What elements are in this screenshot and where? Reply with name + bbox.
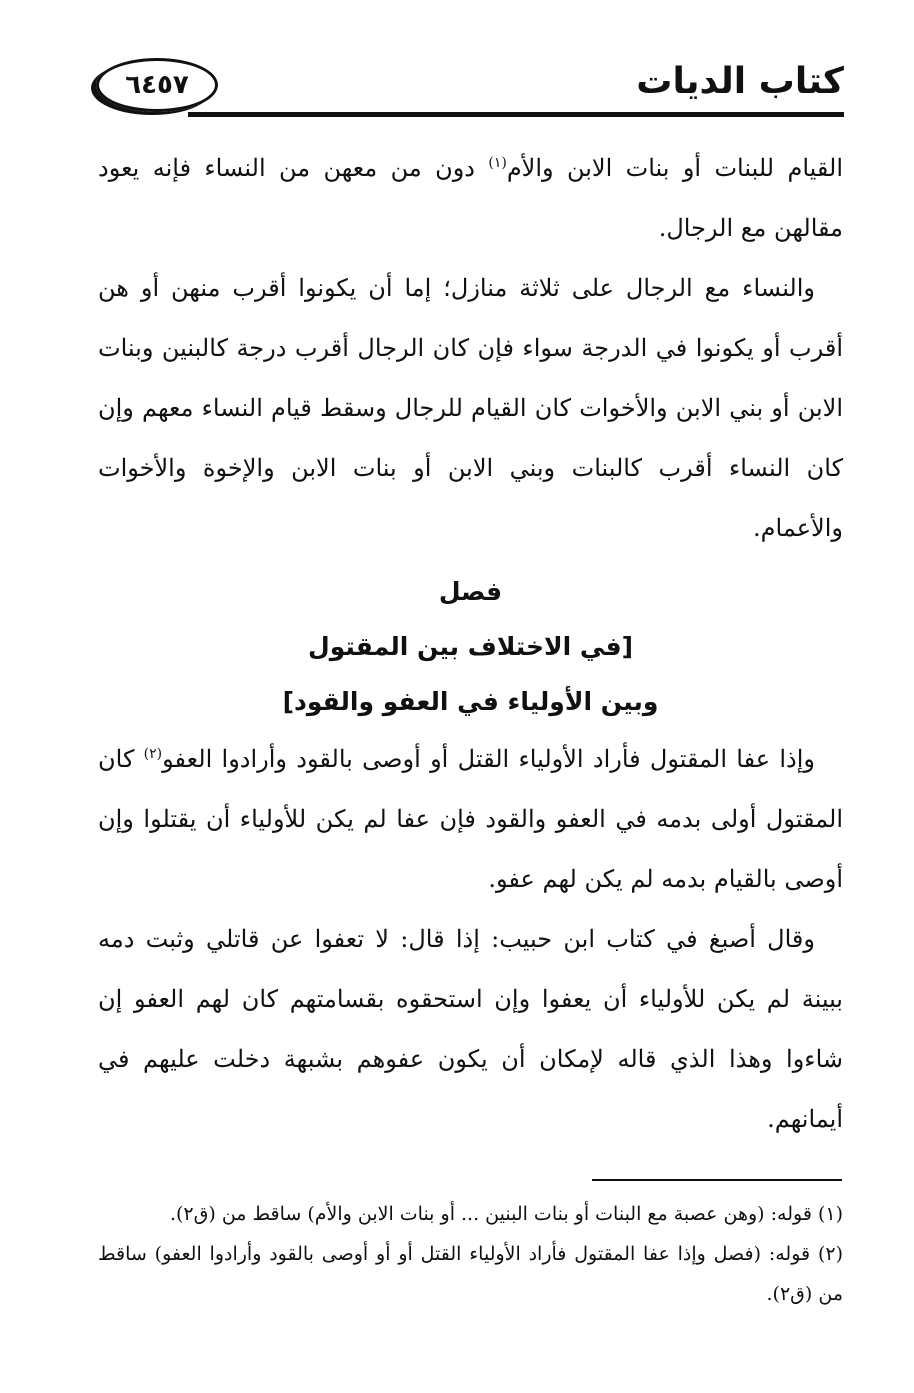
- footnote-ref-1: (١): [488, 155, 507, 171]
- page-number-badge: [96, 58, 218, 112]
- paragraph-1-text-a: القيام للبنات أو بنات الابن والأم: [506, 154, 843, 182]
- header-rule: [188, 112, 844, 117]
- paragraph-4: وقال أصبغ في كتاب ابن حبيب: إذا قال: لا تعفوا عن قاتلي وثبت دمه ببينة لم يكن للأولياء أن يعفوا وإن استحقوه بقسامتهم كان لهم العفو إن شاءوا وهذا الذي قاله لإمكان أن يكون عفوهم بشبهة دخلت عليهم في أيمانهم.: [98, 925, 843, 1133]
- paragraph-3-text-b: كان المقتول أولى بدمه في العفو والقود فإن عفا لم يكن للأولياء أن يقتلوا وإن أوصى بالقيام بدمه لم يكن لهم عفو.: [98, 745, 843, 893]
- page-header: [92, 52, 844, 122]
- paragraph-1-text-b: دون من معهن من النساء فإنه يعود مقالهن مع الرجال.: [98, 154, 843, 242]
- footnote-ref-2: (٢): [143, 746, 163, 762]
- main-text: [98, 138, 843, 1149]
- paragraph-3: [98, 729, 843, 909]
- running-title: كتاب الديات: [636, 61, 844, 102]
- page-number: ٦٤٥٧: [125, 70, 189, 100]
- section-subheading-line-1: [في الاختلاف بين المقتول: [308, 632, 633, 661]
- section-heading: فصل: [438, 577, 503, 606]
- footnote-separator: [592, 1179, 842, 1181]
- footnote-1: (١) قوله: (وهن عصبة مع البنات أو بنات البنين ... أو بنات الابن والأم) ساقط من (ق٢).: [169, 1203, 843, 1225]
- footnotes: [98, 1194, 843, 1314]
- paragraph-3-text-a: وإذا عفا المقتول فأراد الأولياء القتل أو أوصى بالقود وأرادوا العفو: [162, 745, 815, 773]
- section-subheading-line-2: وبين الأولياء في العفو والقود]: [282, 687, 659, 716]
- paragraph-1: [98, 138, 843, 258]
- footnote-2: (٢) قوله: (فصل وإذا عفا المقتول فأراد الأولياء القتل أو أو أوصى بالقود وأرادوا العفو) ساقط من (ق٢).: [98, 1243, 843, 1305]
- paragraph-2: والنساء مع الرجال على ثلاثة منازل؛ إما أن يكونوا أقرب منهن أو هن أقرب أو يكونوا في الدرجة سواء فإن كان الرجال أقرب درجة كالبنين وبنات الابن أو بني الابن والأخوات كان القيام للرجال وسقط قيام النساء معهم وإن كان النساء أقرب كالبنات وبني الابن أو بنات الابن والإخوة والأخوات والأعمام.: [98, 274, 843, 542]
